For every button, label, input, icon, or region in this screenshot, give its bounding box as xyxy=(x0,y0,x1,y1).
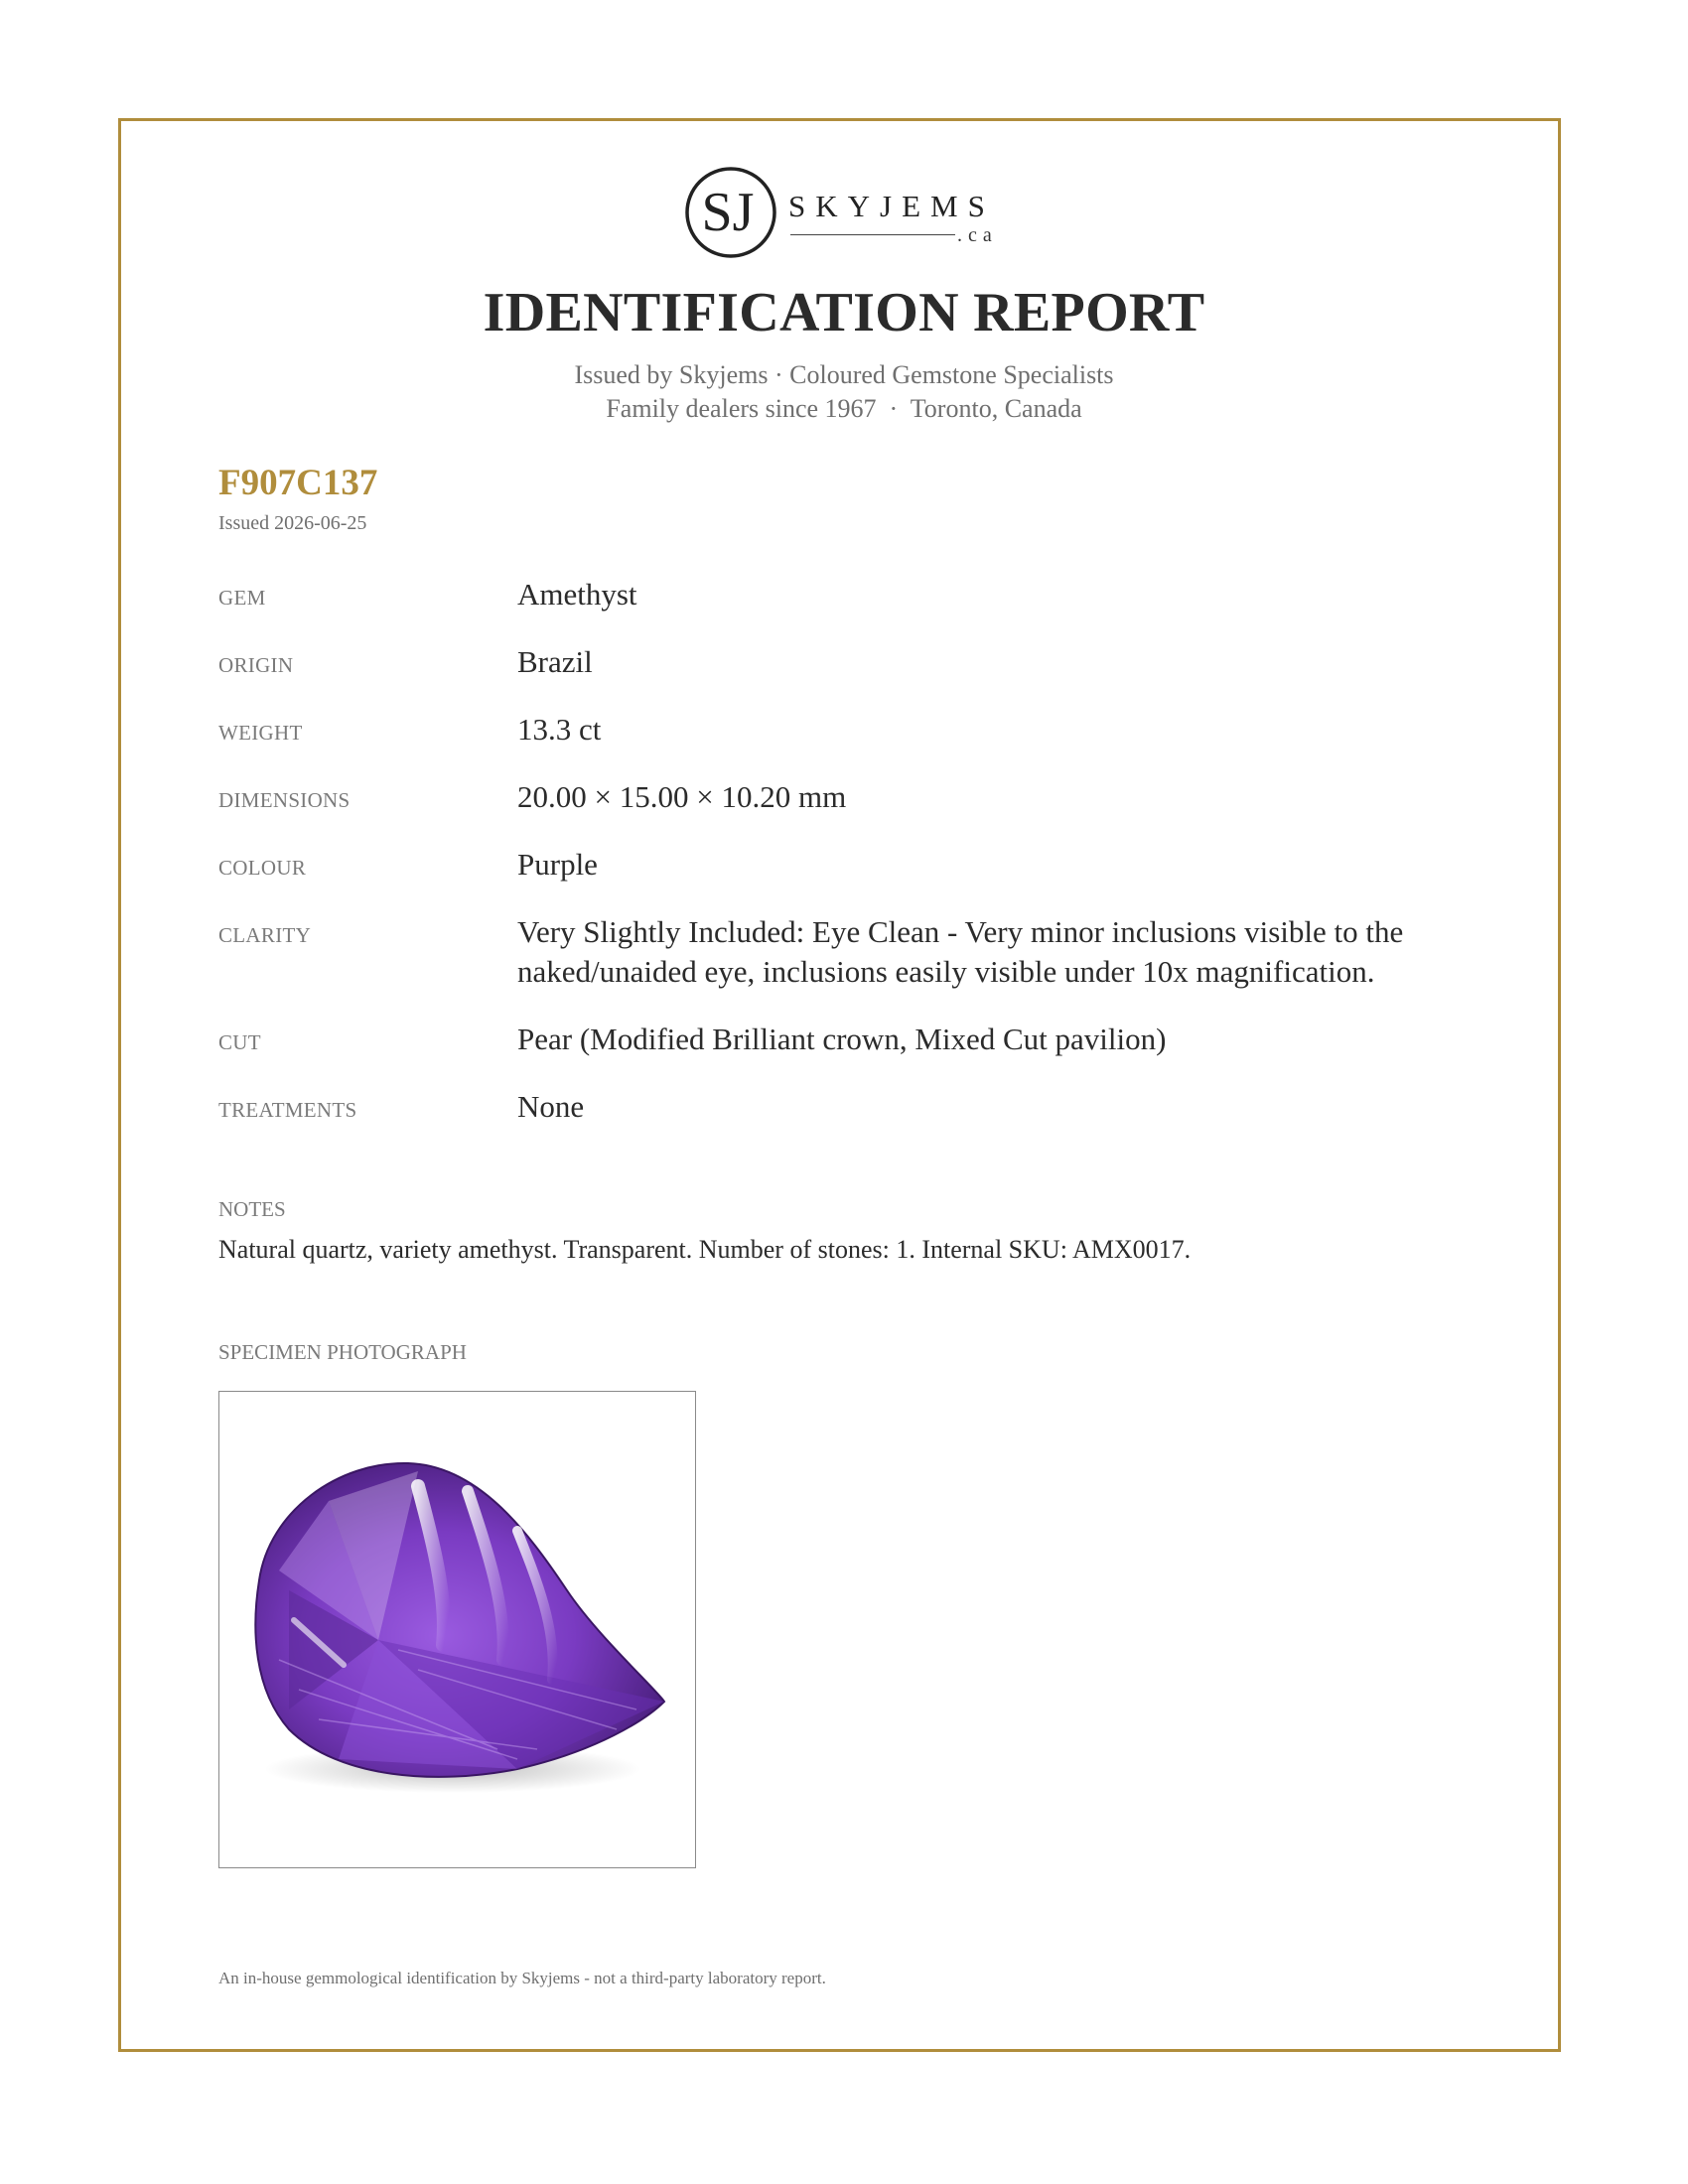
field-label-colour: COLOUR xyxy=(218,856,307,880)
field-value-cut: Pear (Modified Brilliant crown, Mixed Cut pavilion) xyxy=(517,1022,1167,1056)
page-title: IDENTIFICATION REPORT xyxy=(483,282,1205,343)
notes-text: Natural quartz, variety amethyst. Transparent. Number of stones: 1. Internal SKU: AMX0017. xyxy=(218,1235,1192,1264)
field-label-dimensions: DIMENSIONS xyxy=(218,788,351,812)
notes-label: NOTES xyxy=(218,1197,286,1221)
field-label-treatments: TREATMENTS xyxy=(218,1098,357,1122)
sj-monogram-icon xyxy=(683,165,778,260)
field-value-dimensions: 20.00 × 15.00 × 10.20 mm xyxy=(517,779,847,814)
amethyst-gem-image xyxy=(219,1392,695,1867)
field-label-gem: GEM xyxy=(218,586,266,610)
field-value-clarity: Very Slightly Included: Eye Clean - Very minor inclusions visible to the naked/unaided eye, inclusions easily visible under 10x magnification. xyxy=(517,914,1404,989)
specimen-photo xyxy=(218,1391,696,1868)
monogram-text: SJ xyxy=(701,182,755,243)
skyjems-logo xyxy=(683,165,1005,262)
field-value-weight: 13.3 ct xyxy=(517,712,602,747)
field-value-origin: Brazil xyxy=(517,644,593,679)
report-id: F907C137 xyxy=(218,463,378,503)
subtitle-issuer: Issued by Skyjems · Coloured Gemstone Specialists xyxy=(574,360,1114,389)
photo-label: SPECIMEN PHOTOGRAPH xyxy=(218,1340,467,1364)
footer-disclaimer: An in-house gemmological identification by Skyjems - not a third-party laboratory report. xyxy=(218,1969,826,1987)
field-value-treatments: None xyxy=(517,1089,585,1124)
field-label-weight: WEIGHT xyxy=(218,721,303,745)
field-label-cut: CUT xyxy=(218,1030,261,1054)
logo-wordmark: SKYJEMS xyxy=(788,189,995,223)
subtitle-location: Family dealers since 1967 · Toronto, Canada xyxy=(606,394,1082,423)
field-value-colour: Purple xyxy=(517,847,598,882)
logo-rule xyxy=(790,234,955,235)
field-value-gem: Amethyst xyxy=(517,577,637,612)
field-label-clarity: CLARITY xyxy=(218,923,312,947)
issued-date: Issued 2026-06-25 xyxy=(218,512,367,534)
logo-tld: .ca xyxy=(957,224,998,246)
field-label-origin: ORIGIN xyxy=(218,653,294,677)
